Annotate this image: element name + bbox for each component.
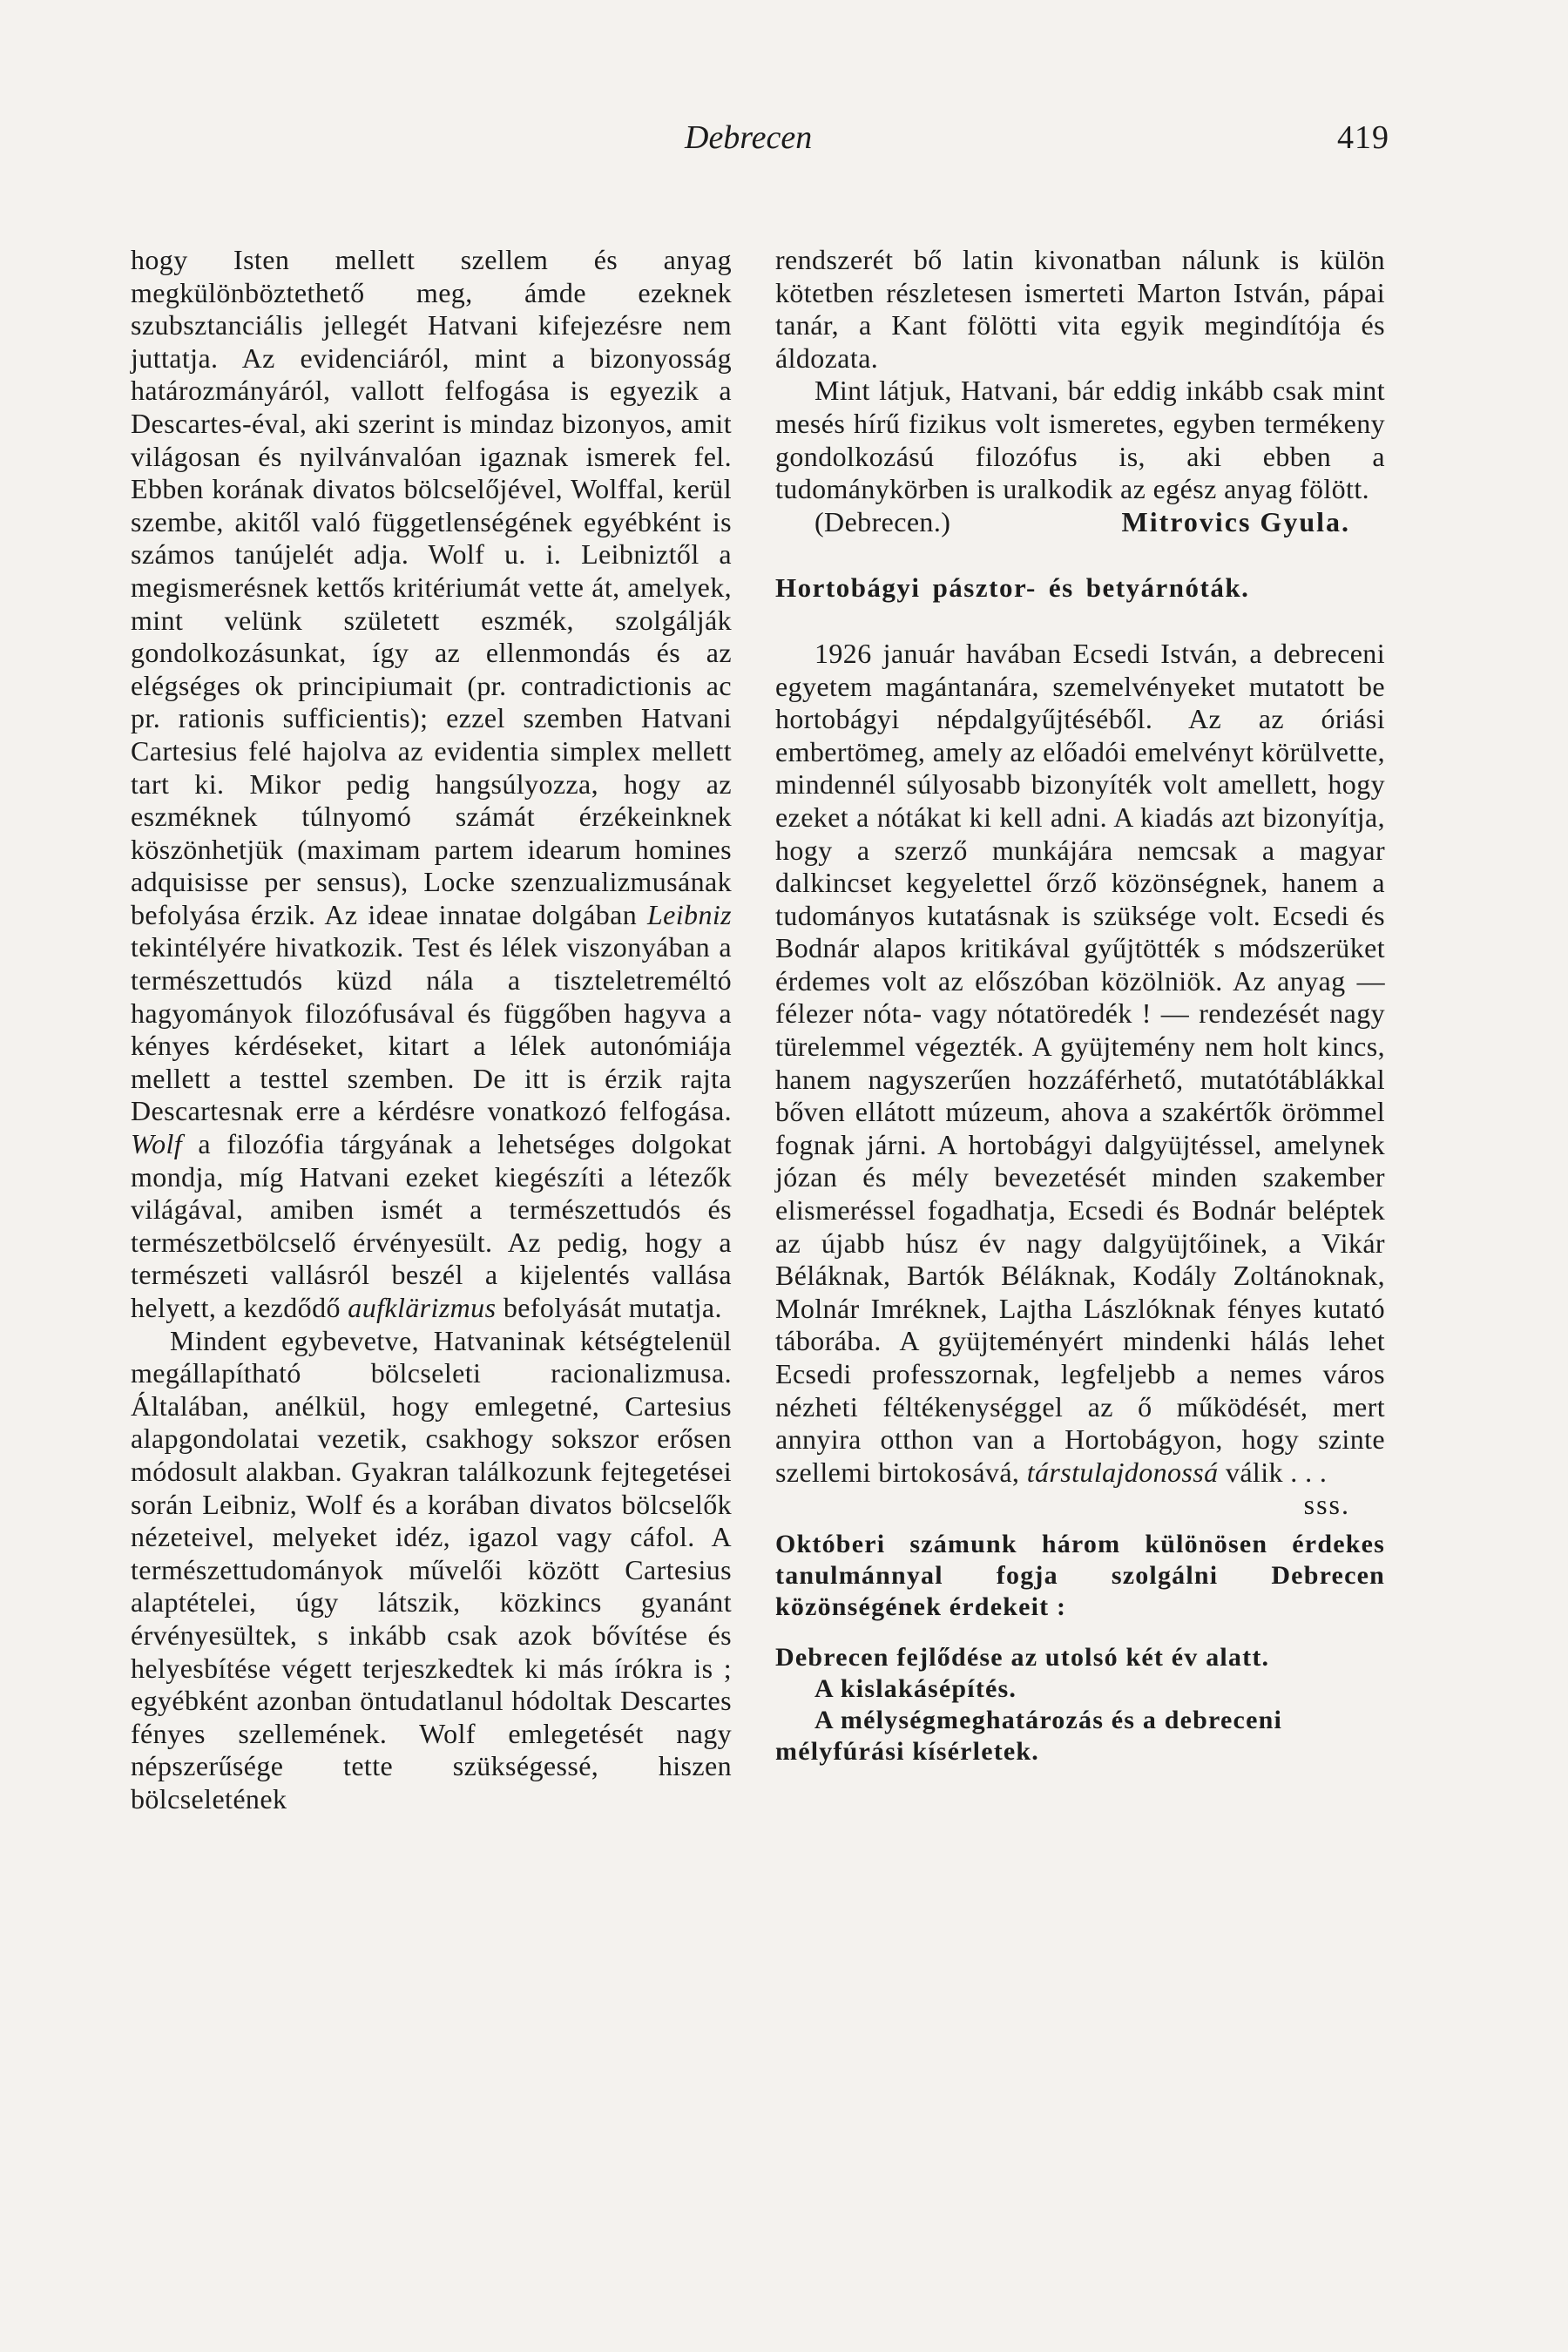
left-p1-text-b: tekintélyére hivatkozik. Test és lélek viszonyában a természettudós küzd nála a tiszteletreméltó hagyományok filozófusával és függőben hagyva a kényes kérdéseket, kitart a lélek autonómiája mellett a testtel szemben. De itt is érzik rajta Descartesnak erre a kérdésre vonatkozó felfogása.: [131, 931, 732, 1127]
page-number: 419: [1337, 119, 1389, 156]
running-head-title: Debrecen: [685, 119, 813, 156]
running-head: [0, 112, 1568, 164]
left-p1-text-a: hogy Isten mellett szellem és anyag megkülönböztethető meg, ámde ezeknek szubsztanciális jellegét Hatvani kifejezésre nem juttatja. Az evidenciáról, mint a bizonyosság határozmányáról, vallott felfogása is egyezik a Descartes-éval, aki szerint is mindaz bizonyos, amit világosan és nyilvánvalóan igaznak ismerek fel. Ebben korának divatos bölcselőjével, Wolffal, kerül szembe, akitől való függetlenségének egyébként is számos tanújelét adja. Wolf u. i. Leibniztől a megismerésnek kettős kritériumát vette át, amelyek, mint velünk született eszmék, szolgálják gondolkozásunkat, így az ellenmondás és az elégséges ok principiumait (pr. contradictionis ac pr. rationis sufficientis); ezzel szemben Hatvani Cartesius felé hajolva az evidentia simplex mellett tart ki. Mikor pedig hangsúlyozza, hogy az eszméknek túlnyomó számát érzékeinknek köszönhetjük (maximam partem idearum homines adquisisse per sensus), Locke szenzualizmusának befolyása érzik. Az ideae innatae dolgában: [131, 244, 732, 930]
right-paragraph-3: [775, 637, 1385, 1521]
section-title-word-3: és: [1048, 572, 1074, 604]
left-p1-italic-wolf: Wolf: [131, 1128, 183, 1160]
right-column: [775, 244, 1385, 1767]
left-paragraph-2: Mindent egybevetve, Hatvaninak kétségtelenül megállapítható bölcseleti racionalizmusa. Általában, anélkül, hogy emlegetné, Cartesius alapgondolatai vezetik, csakhogy sokszor erősen módosult alakban. Gyakran találkozunk fejtegetései során Leibniz, Wolf és a korában divatos bölcselők nézeteivel, melyeket idéz, igazol vagy cáfol. A természettudományok művelői között Cartesius alaptételei, úgy látszik, közkincs gyanánt érvényesültek, s inkább csak azok bővítése és helyesbítése végett terjeszkedtek ki más írókra is ; egyébként azonban öntudatlanul hódoltak Descartes fényes szellemének. Wolf emlegetését nagy népszerűsége tette szükségessé, hiszen bölcseletének: [131, 1324, 732, 1815]
topic-item-1: Debrecen fejlődése az utolsó két év alatt.: [775, 1643, 1270, 1673]
announcement: [775, 1529, 1385, 1623]
section-title-word-2: pásztor-: [932, 572, 1037, 604]
right-p3-italic: társtulajdonossá: [1026, 1456, 1219, 1488]
section-title-word-4: betyárnóták.: [1085, 572, 1250, 604]
left-p1-italic-leibniz: Leibniz: [646, 898, 732, 930]
topic-item-2: A kislakásépítés.: [814, 1674, 1017, 1704]
right-p3-text: 1926 január havában Ecsedi István, a debreceni egyetem magántanára, szemelvényeket mutatott be hortobágyi népdalgyűjtéséből. Az az óriási embertömeg, amely az előadói emelvényt körülvette, mindennél súlyosabb bizonyíték volt amellett, hogy ezeket a nótákat ki kell adni. A kiadás azt bizonyítja, hogy a szerző munkájára nemcsak a magyar dalkincset kegyelettel őrző közönségnek, hanem a tudományos kutatásnak is szüksége volt. Ecsedi és Bodnár alapos kritikával gyűjtötték s módszerüket érdemes volt az előszóban közölniök. Az anyag — félezer nóta- vagy nótatöredék ! — rendezését nagy türelemmel végezték. A gyüjtemény nem holt kincs, hanem nagyszerűen hozzáférhető, mutatótáblákkal bőven ellátott múzeum, ahova a szakértők örömmel fognak járni. A hortobágyi dalgyüjtéssel, amelynek józan és mély bevezetését minden szakember elismeréssel fogadhatja, Ecsedi és Bodnár beléptek az újabb húsz év nagy dalgyüjtőinek, a Vikár Béláknak, Bartók Béláknak, Kodály Zoltánoknak, Molnár Imréknek, Lajtha Lászlóknak fényes kutató táborába. A gyüjteményért mindenki hálás lehet Ecsedi professzornak, legfeljebb a nemes város nézheti féltékenységgel az ő működését, mert annyira otthon van a Hortobágyon, hogy szinte szellemi birtokosává,: [775, 637, 1385, 1488]
right-p3-signature: sss.: [1303, 1489, 1350, 1521]
left-p1-text-d: befolyását mutatja.: [503, 1292, 722, 1323]
right-paragraph-2: Mint látjuk, Hatvani, bár eddig inkább csak mint mesés hírű fizikus volt ismeretes, egyben termékeny gondolkozású filozófus is, aki ebben a tudománykörben is uralkodik az egész anyag fölött.: [775, 375, 1385, 505]
section-title: [775, 571, 1385, 605]
section-title-word-1: Hortobágyi: [775, 572, 921, 604]
signature-place: (Debrecen.): [814, 505, 951, 537]
signature-name: Mitrovics Gyula.: [1121, 505, 1350, 537]
right-p3-end: válik . . .: [1225, 1456, 1328, 1488]
left-p1-italic-aufklarizmus: aufklärizmus: [348, 1292, 497, 1323]
topic-list: [775, 1642, 1385, 1767]
topic-item-3: A mélységmeghatározás és a debreceni mélyfúrási kísérletek.: [775, 1706, 1282, 1767]
left-paragraph-1: [131, 244, 732, 1325]
right-paragraph-1: rendszerét bő latin kivonatban nálunk is külön kötetben részletesen ismerteti Marton István, pápai tanár, a Kant fölötti vita egyik megindítója és áldozata.: [775, 244, 1385, 374]
announcement-text: Októberi számunk három különösen érdekes tanulmánnyal fogja szolgálni Debrecen közönségének érdekeit :: [775, 1530, 1385, 1622]
article-signature: [775, 506, 1385, 539]
left-column: [131, 244, 732, 1816]
left-p1-text-c: a filozófia tárgyának a lehetséges dolgokat mondja, míg Hatvani ezeket kiegészíti a létezők világával, amiben ismét a természettudós és természetbölcselő érvényesült. Az pedig, hogy a természeti vallásról beszél a kijelentés vallása helyett, a kezdődő: [131, 1128, 732, 1323]
